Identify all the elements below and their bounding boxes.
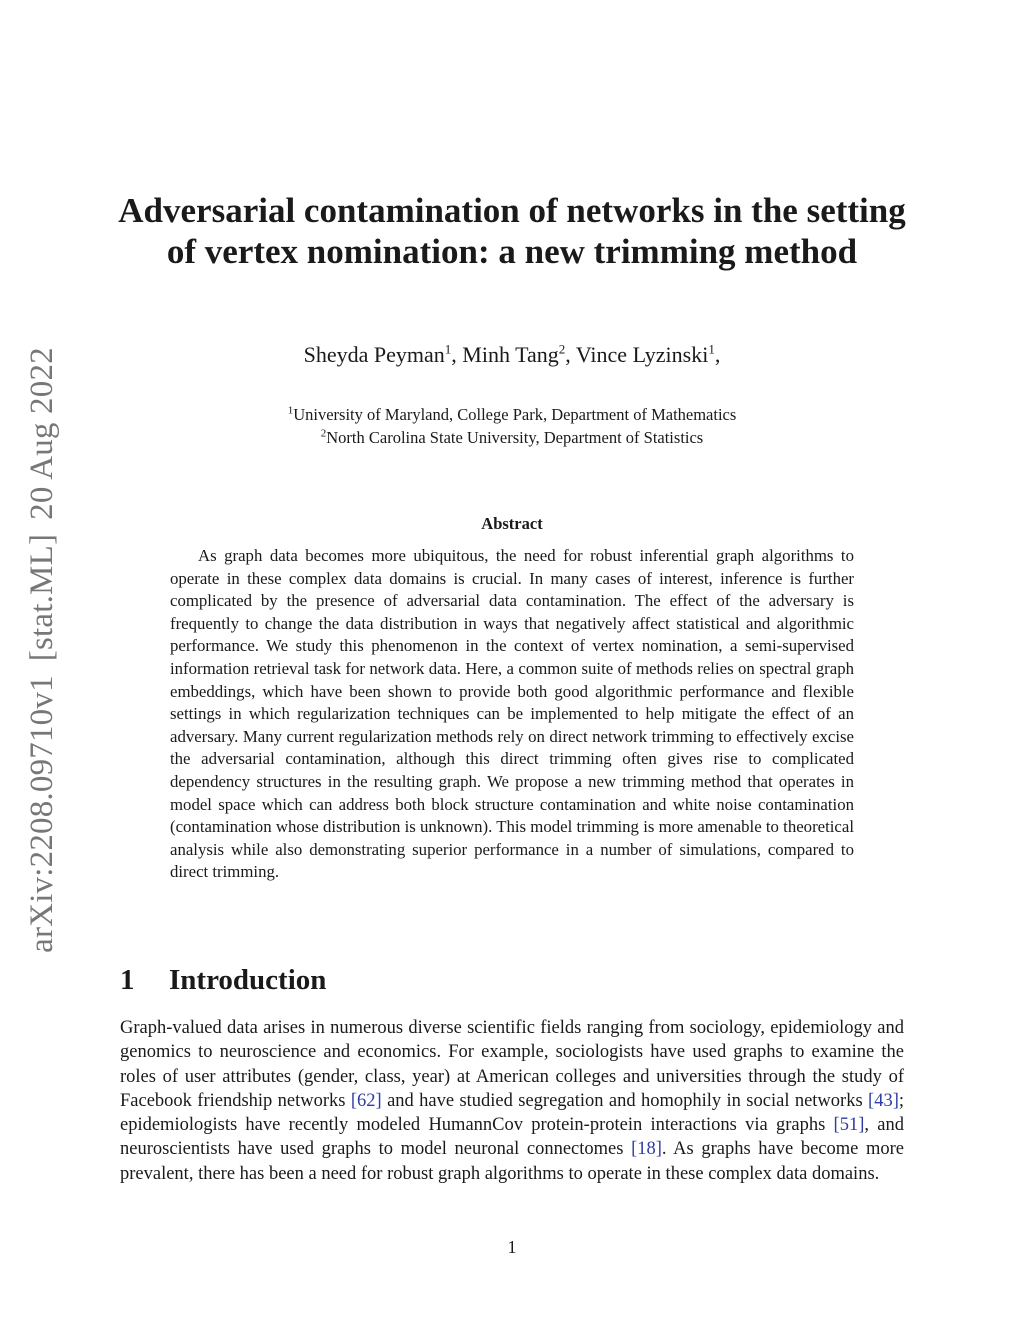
citation-link[interactable]: [51]: [833, 1115, 865, 1136]
affiliation-line: [100, 403, 924, 426]
citation-link[interactable]: [62]: [350, 1090, 382, 1111]
section-number: 1: [120, 964, 135, 996]
citation-link[interactable]: [43]: [868, 1090, 899, 1111]
author-name: Sheyda Peyman: [303, 342, 445, 367]
affiliation-mark: 1: [287, 404, 294, 417]
author-affiliation-mark: 1: [444, 341, 452, 357]
paper-title: Adversarial contamination of networks in the setting of vertex nomination: a new trimming method: [118, 191, 906, 271]
affiliation-text: University of Maryland, College Park, Department of Mathematics: [293, 405, 737, 424]
section-heading: [120, 962, 326, 998]
citation-link[interactable]: [18]: [631, 1139, 662, 1160]
arxiv-date: 20 Aug 2022: [23, 347, 60, 520]
intro-text: ; epidemiologists have recently modeled HumannCov protein-protein interactions via graphs: [120, 1090, 904, 1136]
intro-text: . As graphs have become more prevalent, there has been a need for robust graph algorithms to operate in these complex data domains.: [120, 1139, 904, 1184]
intro-text: , and neuroscientists have used graphs to model neuronal connectomes: [120, 1115, 904, 1160]
author-list: Sheyda Peyman$^1$, Minh Tang$^2$, Vince Lyzinski$^1$,: [303, 341, 721, 367]
affiliation-mark: 2: [320, 427, 327, 440]
arxiv-id: arXiv:2208.09710v1: [23, 675, 60, 953]
author-affiliation-mark: 1: [708, 341, 715, 357]
page-number: 1: [507, 1237, 517, 1257]
author-name: Minh Tang: [462, 342, 559, 367]
abstract-heading: Abstract: [481, 514, 543, 533]
affiliations: [100, 403, 924, 449]
intro-paragraph: [120, 1016, 904, 1186]
author-name: Vince Lyzinski: [575, 342, 709, 367]
abstract-text: As graph data becomes more ubiquitous, the need for robust inferential graph algorithms to operate in these complex data domains is crucial. In many cases of interest, inference is further complicated by the presence of adversarial data contamination. The effect of the adversary is frequently to change the data distribution in ways that negatively affect statistical and algorithmic performance. We study this phenomenon in the context of vertex nomination, a semi-supervised information retrieval task for network data. Here, a common suite of methods relies on spectral graph embeddings, which have been shown to provide both good algorithmic performance and flexible settings in which regularization techniques can be implemented to help mitigate the effect of an adversary. Many current regularization methods rely on direct network trimming to effectively excise the adversarial contamination, although this direct trimming often gives rise to complicated dependency structures in the resulting graph. We propose a new trimming method that operates in model space which can address both block structure contamination and white noise contamination (contamination whose distribution is unknown). This model trimming is more amenable to theoretical analysis while also demonstrating superior performance in a number of simulations, compared to direct trimming.: [170, 546, 854, 882]
author-affiliation-mark: 2: [558, 341, 566, 357]
section-title: Introduction: [169, 964, 327, 996]
affiliation-line: [100, 426, 924, 449]
intro-text: and have studied segregation and homophily in social networks: [381, 1090, 869, 1111]
arxiv-category: [stat.ML]: [23, 533, 60, 662]
intro-text: Graph-valued data arises in numerous diverse scientific fields ranging from sociology, epidemiology and genomics to neuroscience and economics. For example, sociologists have used graphs to examine the roles of user attributes (gender, class, year) at American colleges and universities through the study of Facebook friendship networks: [120, 1018, 904, 1111]
affiliation-text: North Carolina State University, Department of Statistics: [326, 428, 704, 447]
arxiv-stamp: [17, 340, 67, 960]
